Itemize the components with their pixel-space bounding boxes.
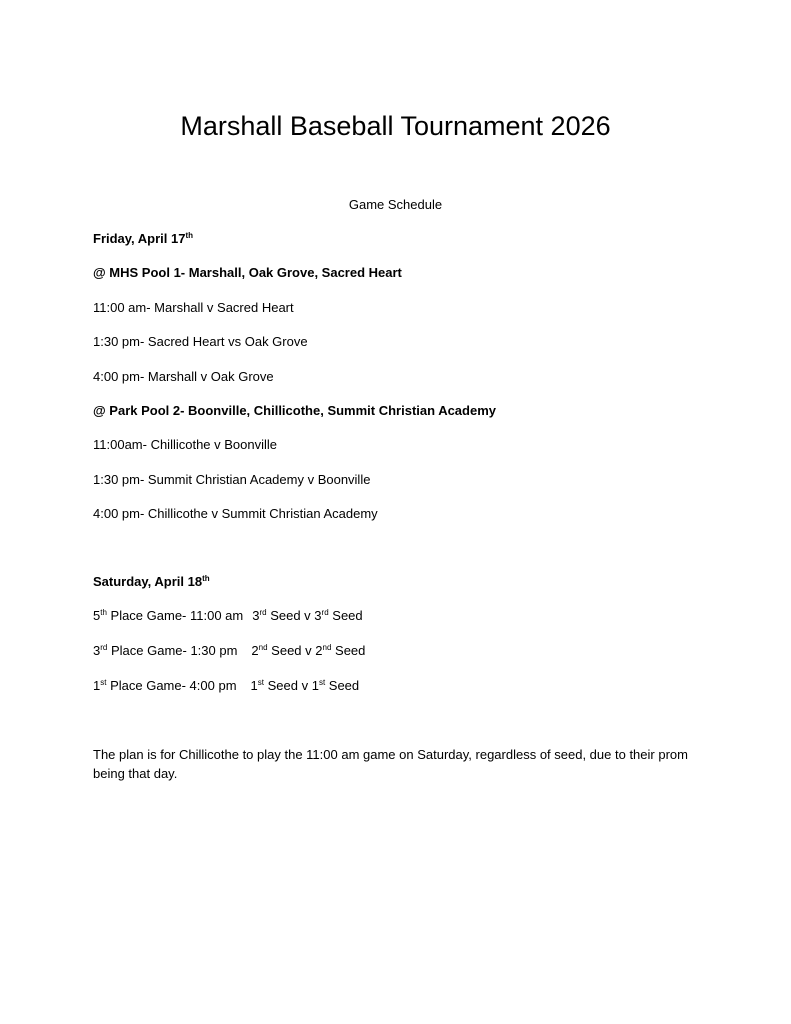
seed-suffix: rd: [259, 608, 267, 617]
place-text: Place Game- 11:00 am: [106, 608, 244, 623]
place-suffix: st: [100, 678, 107, 687]
seed-number: 2: [315, 643, 323, 658]
seed-suffix: st: [257, 678, 264, 687]
saturday-heading-sup: th: [202, 574, 210, 583]
seed-suffix: nd: [322, 643, 332, 652]
chillicothe-note: The plan is for Chillicothe to play the 11:00 am game on Saturday, regardless of seed, due to their prom being that day.: [93, 747, 688, 781]
place-suffix: th: [100, 608, 107, 617]
friday-heading-text: Friday, April 17: [93, 231, 186, 246]
seed-text: Seed: [331, 643, 366, 658]
pool1-heading: @ MHS Pool 1- Marshall, Oak Grove, Sacred Heart: [93, 265, 402, 280]
seed-number: 2: [251, 643, 259, 658]
document-title: Marshall Baseball Tournament 2026: [180, 111, 611, 141]
pool2-heading: @ Park Pool 2- Boonville, Chillicothe, Summit Christian Academy: [93, 403, 496, 418]
pool2-game: 11:00am- Chillicothe v Boonville: [93, 437, 278, 452]
placement-game: [93, 677, 359, 695]
seed-text: Seed: [328, 608, 363, 623]
place-number: 1: [93, 678, 101, 693]
seed-number: 1: [311, 678, 319, 693]
placement-game: [93, 642, 365, 660]
seed-text: Seed v: [266, 608, 315, 623]
place-number: 5: [93, 608, 101, 623]
seed-suffix: rd: [321, 608, 329, 617]
pool2-game: 4:00 pm- Chillicothe v Summit Christian Academy: [93, 506, 378, 521]
place-suffix: rd: [100, 643, 108, 652]
seed-suffix: st: [318, 678, 326, 687]
placement-game: [93, 607, 363, 625]
seed-text: Seed v: [267, 643, 316, 658]
saturday-heading: [93, 573, 210, 591]
pool1-game: 1:30 pm- Sacred Heart vs Oak Grove: [93, 334, 308, 349]
friday-heading: [93, 230, 193, 248]
pool2-game: 1:30 pm- Summit Christian Academy v Boonville: [93, 472, 371, 487]
pool1-game: 11:00 am- Marshall v Sacred Heart: [93, 300, 294, 315]
saturday-heading-text: Saturday, April 18: [93, 574, 203, 589]
seed-number: 3: [314, 608, 322, 623]
seed-number: 1: [250, 678, 258, 693]
pool1-game: 4:00 pm- Marshall v Oak Grove: [93, 369, 274, 384]
place-number: 3: [93, 643, 101, 658]
seed-suffix: nd: [258, 643, 268, 652]
seed-text: Seed: [325, 678, 360, 693]
friday-heading-sup: th: [185, 231, 194, 240]
place-text: Place Game- 4:00 pm: [106, 678, 237, 693]
seed-number: 3: [252, 608, 260, 623]
seed-text: Seed v: [264, 678, 312, 693]
schedule-subtitle: Game Schedule: [348, 197, 443, 212]
place-text: Place Game- 1:30 pm: [107, 643, 238, 658]
